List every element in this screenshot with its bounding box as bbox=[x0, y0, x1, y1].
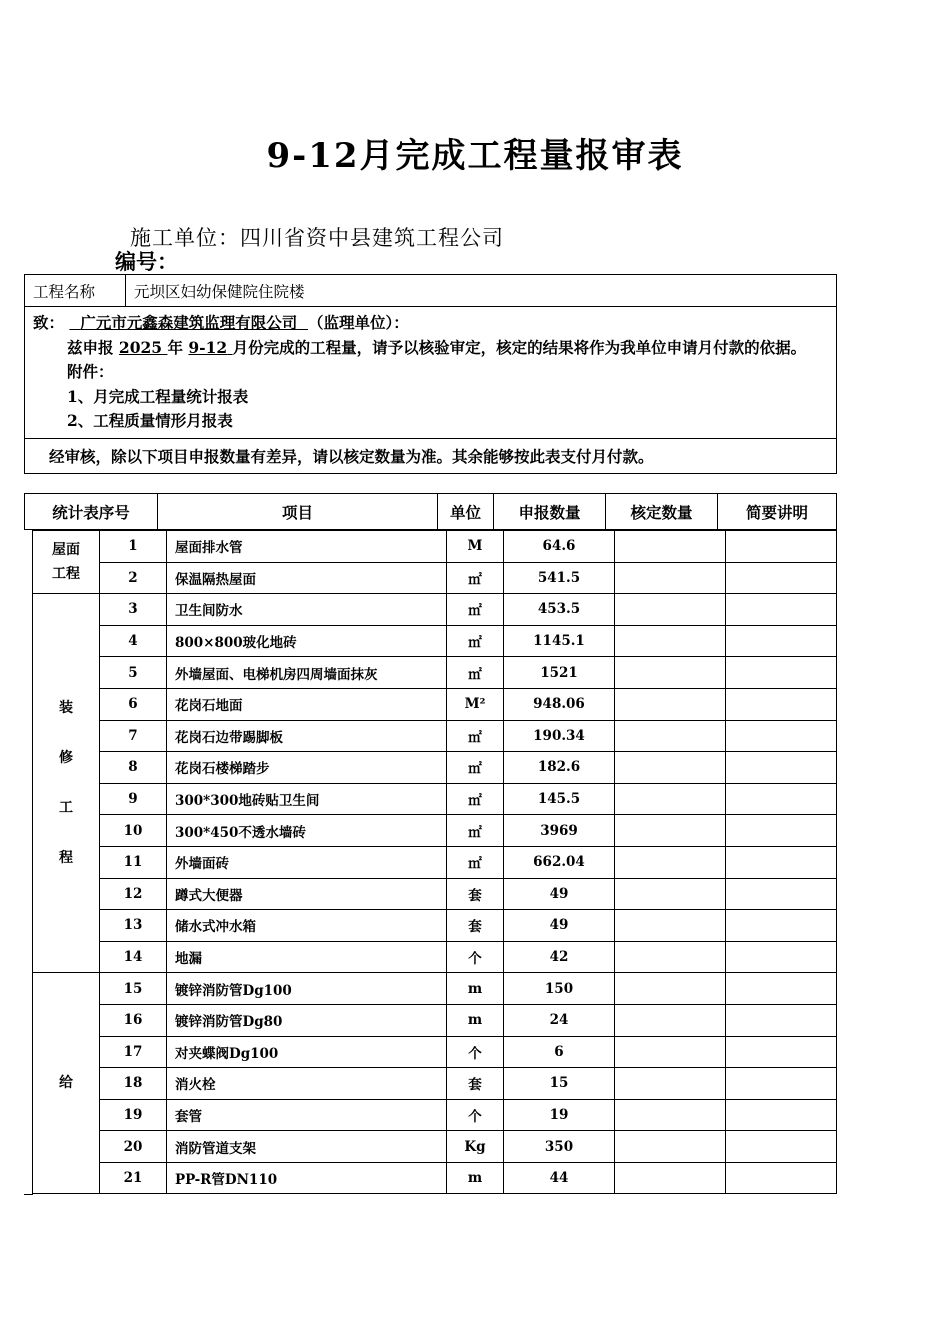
section-label-line: 程 bbox=[59, 850, 73, 867]
declared-quantity: 190.34 bbox=[504, 720, 615, 752]
remark-cell bbox=[726, 910, 837, 942]
table-row bbox=[33, 910, 837, 942]
row-number: 1 bbox=[100, 531, 167, 563]
approved-quantity bbox=[615, 941, 726, 973]
report-header-table bbox=[24, 274, 837, 474]
addressee-line bbox=[33, 311, 828, 336]
remark-cell bbox=[726, 1131, 837, 1163]
remark-cell bbox=[726, 941, 837, 973]
table-row bbox=[33, 941, 837, 973]
column-header: 申报数量 bbox=[494, 494, 606, 530]
item-name: 套管 bbox=[167, 1099, 447, 1131]
table-row bbox=[33, 1099, 837, 1131]
unit-cell: ㎡ bbox=[447, 625, 504, 657]
declared-quantity: 948.06 bbox=[504, 688, 615, 720]
declared-quantity: 24 bbox=[504, 1004, 615, 1036]
column-header: 单位 bbox=[438, 494, 494, 530]
row-number: 3 bbox=[100, 594, 167, 626]
item-name: 花岗石楼梯踏步 bbox=[167, 752, 447, 784]
row-number: 20 bbox=[100, 1131, 167, 1163]
remark-cell bbox=[726, 594, 837, 626]
unit-cell: ㎡ bbox=[447, 657, 504, 689]
remark-cell bbox=[726, 1004, 837, 1036]
remark-cell bbox=[726, 783, 837, 815]
report-text: 月份完成的工程量，请予以核验审定，核定的结果将作为我单位申请月付款的依据。 bbox=[232, 337, 807, 357]
section-label-line: 给 bbox=[59, 1075, 73, 1092]
remark-cell bbox=[726, 688, 837, 720]
unit-cell: ㎡ bbox=[447, 846, 504, 878]
approved-quantity bbox=[615, 720, 726, 752]
approved-quantity bbox=[615, 562, 726, 594]
remark-cell bbox=[726, 1162, 837, 1194]
unit-cell: M² bbox=[447, 688, 504, 720]
approved-quantity bbox=[615, 846, 726, 878]
table-row bbox=[33, 815, 837, 847]
remark-cell bbox=[726, 657, 837, 689]
declared-quantity: 145.5 bbox=[504, 783, 615, 815]
item-name: 300*450不透水墙砖 bbox=[167, 815, 447, 847]
table-row bbox=[33, 625, 837, 657]
section-label bbox=[33, 531, 100, 594]
unit-cell: 套 bbox=[447, 910, 504, 942]
unit-cell: ㎡ bbox=[447, 752, 504, 784]
report-year-suffix: 年 bbox=[167, 337, 183, 357]
item-name: 消防管道支架 bbox=[167, 1131, 447, 1163]
column-header: 项目 bbox=[158, 494, 438, 530]
page-title: 9-12月完成工程量报审表 bbox=[266, 136, 684, 176]
row-number: 15 bbox=[100, 973, 167, 1005]
approved-quantity bbox=[615, 657, 726, 689]
unit-cell: 个 bbox=[447, 1099, 504, 1131]
approved-quantity bbox=[615, 1131, 726, 1163]
unit-cell: M bbox=[447, 531, 504, 563]
unit-cell: ㎡ bbox=[447, 562, 504, 594]
declared-quantity: 182.6 bbox=[504, 752, 615, 784]
review-note: 经审核，除以下项目申报数量有差异，请以核定数量为准。其余能够按此表支付月付款。 bbox=[25, 438, 837, 473]
report-body bbox=[25, 307, 837, 439]
table-row bbox=[33, 878, 837, 910]
declared-quantity: 150 bbox=[504, 973, 615, 1005]
table-row bbox=[33, 846, 837, 878]
approved-quantity bbox=[615, 815, 726, 847]
table-edge-line bbox=[24, 1194, 33, 1195]
unit-cell: Kg bbox=[447, 1131, 504, 1163]
table-row bbox=[33, 594, 837, 626]
declared-quantity: 49 bbox=[504, 910, 615, 942]
attachment-item: 1、月完成工程量统计报表 bbox=[67, 386, 249, 406]
row-number: 4 bbox=[100, 625, 167, 657]
report-period: 9-12 bbox=[188, 337, 228, 357]
approved-quantity bbox=[615, 1068, 726, 1100]
table-row bbox=[33, 973, 837, 1005]
remark-cell bbox=[726, 1099, 837, 1131]
declared-quantity: 662.04 bbox=[504, 846, 615, 878]
section-label-line: 修 bbox=[59, 750, 73, 767]
unit-cell: m bbox=[447, 1162, 504, 1194]
approved-quantity bbox=[615, 1162, 726, 1194]
row-number: 13 bbox=[100, 910, 167, 942]
row-number: 19 bbox=[100, 1099, 167, 1131]
approved-quantity bbox=[615, 973, 726, 1005]
item-name: 卫生间防水 bbox=[167, 594, 447, 626]
table-row bbox=[33, 688, 837, 720]
item-name: 外墙面砖 bbox=[167, 846, 447, 878]
item-name: 储水式冲水箱 bbox=[167, 910, 447, 942]
report-statement bbox=[33, 336, 828, 361]
unit-cell: 套 bbox=[447, 1068, 504, 1100]
unit-cell: 个 bbox=[447, 1036, 504, 1068]
attachments-label: 附件： bbox=[67, 362, 114, 381]
column-header-table bbox=[24, 493, 837, 530]
approved-quantity bbox=[615, 910, 726, 942]
table-row bbox=[33, 1004, 837, 1036]
table-row bbox=[33, 1036, 837, 1068]
table-row bbox=[33, 1162, 837, 1194]
remark-cell bbox=[726, 752, 837, 784]
remark-cell bbox=[726, 878, 837, 910]
approved-quantity bbox=[615, 783, 726, 815]
item-name: 外墙屋面、电梯机房四周墙面抹灰 bbox=[167, 657, 447, 689]
unit-cell: 个 bbox=[447, 941, 504, 973]
item-name: 保温隔热屋面 bbox=[167, 562, 447, 594]
row-number: 12 bbox=[100, 878, 167, 910]
row-number: 5 bbox=[100, 657, 167, 689]
declared-quantity: 6 bbox=[504, 1036, 615, 1068]
serial-label: 编号： bbox=[115, 249, 178, 274]
table-row bbox=[33, 752, 837, 784]
row-number: 11 bbox=[100, 846, 167, 878]
item-name: 地漏 bbox=[167, 941, 447, 973]
approved-quantity bbox=[615, 594, 726, 626]
column-header: 简要讲明 bbox=[718, 494, 837, 530]
row-number: 6 bbox=[100, 688, 167, 720]
approved-quantity bbox=[615, 688, 726, 720]
column-header: 统计表序号 bbox=[25, 494, 158, 530]
table-row bbox=[33, 657, 837, 689]
row-number: 16 bbox=[100, 1004, 167, 1036]
report-year: 2025 bbox=[118, 337, 163, 357]
section-label-line: 工 bbox=[59, 800, 73, 817]
row-number: 7 bbox=[100, 720, 167, 752]
approved-quantity bbox=[615, 625, 726, 657]
remark-cell bbox=[726, 1068, 837, 1100]
report-prefix: 兹申报 bbox=[67, 337, 114, 357]
unit-cell: ㎡ bbox=[447, 594, 504, 626]
remark-cell bbox=[726, 973, 837, 1005]
unit-cell: m bbox=[447, 973, 504, 1005]
project-name-value: 元坝区妇幼保健院住院楼 bbox=[126, 275, 837, 307]
supervisor-suffix: （监理单位）： bbox=[308, 313, 409, 332]
remark-cell bbox=[726, 720, 837, 752]
item-name: 蹲式大便器 bbox=[167, 878, 447, 910]
quantity-table bbox=[32, 530, 837, 1194]
remark-cell bbox=[726, 846, 837, 878]
section-label bbox=[33, 594, 100, 973]
section-label bbox=[33, 973, 100, 1194]
item-name: 消火栓 bbox=[167, 1068, 447, 1100]
unit-cell: ㎡ bbox=[447, 720, 504, 752]
table-row bbox=[33, 562, 837, 594]
declared-quantity: 1521 bbox=[504, 657, 615, 689]
remark-cell bbox=[726, 815, 837, 847]
section-label-line: 工程 bbox=[52, 566, 80, 583]
row-number: 17 bbox=[100, 1036, 167, 1068]
approved-quantity bbox=[615, 878, 726, 910]
item-name: 屋面排水管 bbox=[167, 531, 447, 563]
remark-cell bbox=[726, 562, 837, 594]
section-label-line: 装 bbox=[59, 700, 73, 717]
item-name: 花岗石地面 bbox=[167, 688, 447, 720]
row-number: 9 bbox=[100, 783, 167, 815]
table-row bbox=[33, 783, 837, 815]
unit-cell: ㎡ bbox=[447, 815, 504, 847]
declared-quantity: 49 bbox=[504, 878, 615, 910]
declared-quantity: 64.6 bbox=[504, 531, 615, 563]
table-row bbox=[33, 1068, 837, 1100]
approved-quantity bbox=[615, 531, 726, 563]
item-name: 镀锌消防管Dg100 bbox=[167, 973, 447, 1005]
declared-quantity: 3969 bbox=[504, 815, 615, 847]
declared-quantity: 42 bbox=[504, 941, 615, 973]
approved-quantity bbox=[615, 1004, 726, 1036]
declared-quantity: 19 bbox=[504, 1099, 615, 1131]
remark-cell bbox=[726, 625, 837, 657]
item-name: 对夹蝶阀Dg100 bbox=[167, 1036, 447, 1068]
to-prefix: 致： bbox=[33, 313, 65, 332]
row-number: 2 bbox=[100, 562, 167, 594]
item-name: PP-R管DN110 bbox=[167, 1162, 447, 1194]
table-row bbox=[33, 1131, 837, 1163]
row-number: 18 bbox=[100, 1068, 167, 1100]
item-name: 300*300地砖贴卫生间 bbox=[167, 783, 447, 815]
row-number: 14 bbox=[100, 941, 167, 973]
row-number: 8 bbox=[100, 752, 167, 784]
declared-quantity: 1145.1 bbox=[504, 625, 615, 657]
row-number: 21 bbox=[100, 1162, 167, 1194]
contractor-line: 施工单位：四川省资中县建筑工程公司 bbox=[130, 226, 504, 250]
attachment-item: 2、工程质量情形月报表 bbox=[67, 411, 233, 430]
item-name: 花岗石边带踢脚板 bbox=[167, 720, 447, 752]
table-row bbox=[33, 531, 837, 563]
approved-quantity bbox=[615, 752, 726, 784]
project-name-label: 工程名称 bbox=[25, 275, 126, 307]
remark-cell bbox=[726, 531, 837, 563]
approved-quantity bbox=[615, 1099, 726, 1131]
item-name: 镀锌消防管Dg80 bbox=[167, 1004, 447, 1036]
declared-quantity: 350 bbox=[504, 1131, 615, 1163]
unit-cell: ㎡ bbox=[447, 783, 504, 815]
approved-quantity bbox=[615, 1036, 726, 1068]
declared-quantity: 453.5 bbox=[504, 594, 615, 626]
column-header: 核定数量 bbox=[606, 494, 718, 530]
supervisor-unit: 广元市元鑫森建筑监理有限公司 bbox=[80, 313, 298, 332]
declared-quantity: 541.5 bbox=[504, 562, 615, 594]
item-name: 800×800玻化地砖 bbox=[167, 625, 447, 657]
row-number: 10 bbox=[100, 815, 167, 847]
section-label-line: 屋面 bbox=[52, 542, 80, 559]
unit-cell: 套 bbox=[447, 878, 504, 910]
table-row bbox=[33, 720, 837, 752]
unit-cell: m bbox=[447, 1004, 504, 1036]
declared-quantity: 15 bbox=[504, 1068, 615, 1100]
declared-quantity: 44 bbox=[504, 1162, 615, 1194]
remark-cell bbox=[726, 1036, 837, 1068]
